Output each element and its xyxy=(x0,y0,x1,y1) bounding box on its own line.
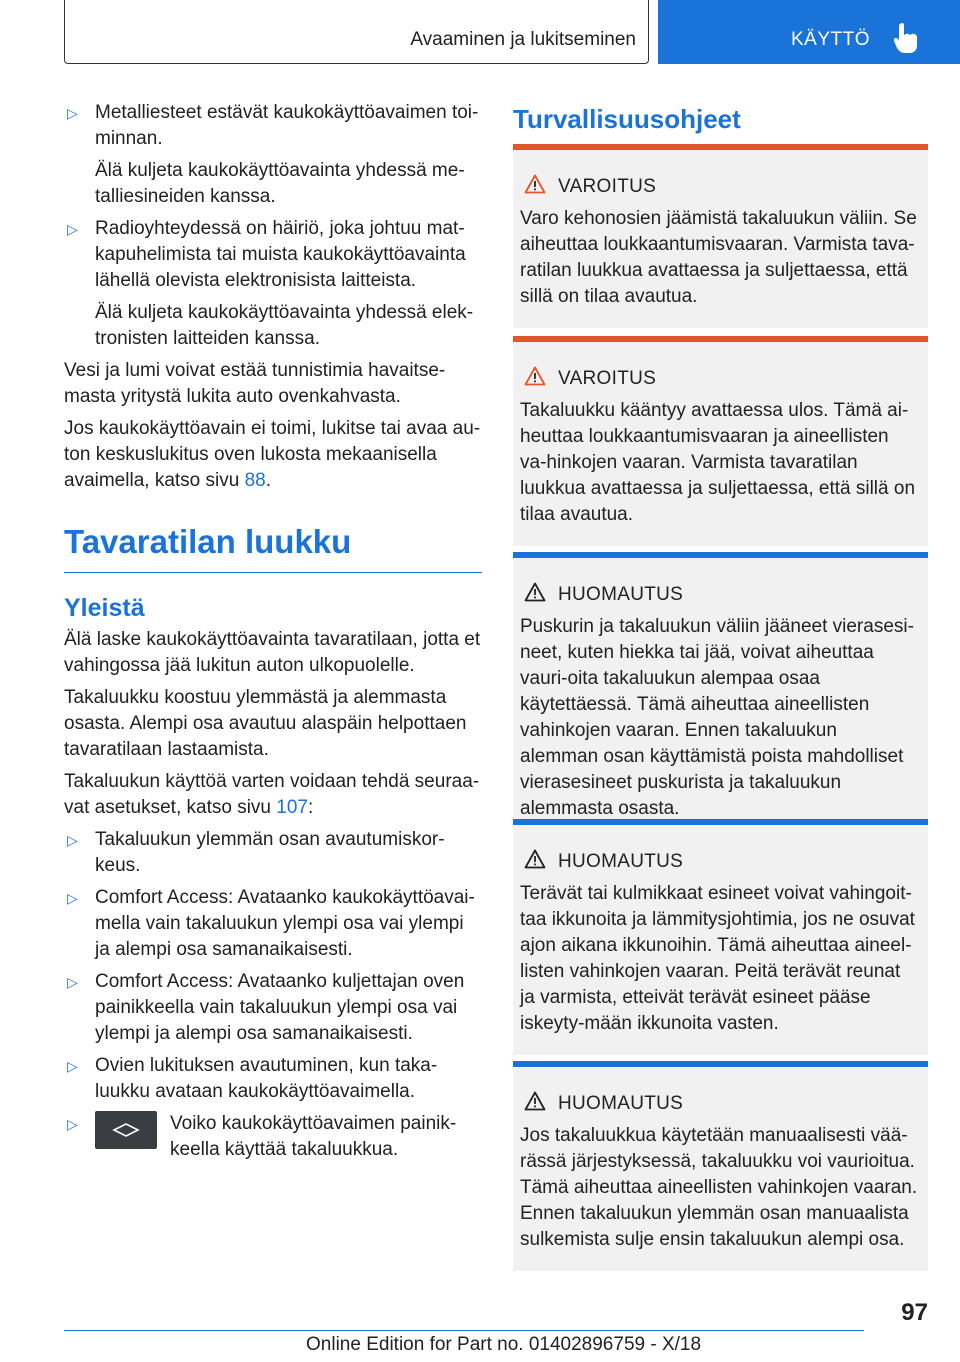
paragraph-text: Jos kaukokäyttöavain ei toimi, lukitse tai avaa au‐ton keskuslukitus oven lukosta mekaanisella avaimella, katso sivu xyxy=(64,418,481,491)
warning-triangle-icon xyxy=(524,366,546,386)
paragraph-end: : xyxy=(307,797,314,818)
subsection-title: Yleistä xyxy=(64,594,145,622)
list-item xyxy=(64,100,482,210)
list-item-subtext: Älä kuljeta kaukokäyttöavainta yhdessä me‐talliesineiden kanssa. xyxy=(95,160,465,207)
bullet-triangle-icon: ▷ xyxy=(67,105,78,121)
bullet-triangle-icon: ▷ xyxy=(67,221,78,237)
list-item xyxy=(64,1053,482,1105)
paragraph: Älä laske kaukokäyttöavainta tavaratilaan, jotta et vahingossa jää lukitun auton ulkopuolelle. xyxy=(64,629,481,676)
notice-body: Varo kehonosien jäämistä takaluukun väliin. Se aiheuttaa loukkaantumisvaaran. Varmista tava‐ratilan luukkua avattaessa ja suljettaessa, että sillä on tilaa avautua. xyxy=(520,208,917,307)
warning-triangle-icon xyxy=(524,849,546,869)
list-item xyxy=(64,885,482,963)
list-item-text: Radioyhteydessä on häiriö, joka johtuu mat‐kapuhelimista tai muista kaukokäyttöavainta lähellä olevista elektronisista laitteista. xyxy=(95,218,466,291)
tailgate-button-icon xyxy=(95,1111,157,1149)
list-item-text: Takaluukun ylemmän osan avautumiskor‐keus. xyxy=(95,829,445,876)
list-item-text: Comfort Access: Avataanko kaukokäyttöavai‐mella vain takaluukun ylempi osa vai ylempi ja alempi osa samanaikaisesti. xyxy=(95,887,475,960)
footer-edition: Online Edition for Part no. 01402896759 - X/18 xyxy=(306,1334,702,1355)
notice-box xyxy=(513,1061,928,1271)
notice-title xyxy=(520,849,920,875)
notice-title-text: HUOMAUTUS xyxy=(558,1093,684,1114)
notice-title-text: HUOMAUTUS xyxy=(558,851,684,872)
paragraph xyxy=(64,416,482,494)
notice-title-text: VAROITUS xyxy=(558,176,657,197)
list-item-text: Metalliesteet estävät kaukokäyttöavaimen toi‐minnan. xyxy=(95,102,479,149)
notice-box xyxy=(513,819,928,1055)
safety-heading: Turvallisuusohjeet xyxy=(513,104,741,134)
header-chapter-tab[interactable] xyxy=(658,0,960,64)
bullet-triangle-icon: ▷ xyxy=(67,832,78,848)
warning-title xyxy=(520,174,920,200)
bullet-triangle-icon: ▷ xyxy=(67,890,78,906)
warning-title xyxy=(520,366,920,392)
warning-box xyxy=(513,144,928,328)
warning-triangle-icon xyxy=(524,1091,546,1111)
diamond-tailgate-icon xyxy=(111,1123,141,1137)
list-item xyxy=(64,1111,482,1163)
list-item-text: Ovien lukituksen avautuminen, kun taka‐luukku avataan kaukokäyttöavaimella. xyxy=(95,1055,438,1102)
list-item xyxy=(64,827,482,879)
paragraph-end: . xyxy=(265,470,271,491)
notice-body: Takaluukku kääntyy avattaessa ulos. Tämä ai‐heuttaa loukkaantumisvaaran ja aineellisten va‐hinkojen vaaran. Varmista tavaratilan luukkua avattaessa ja suljettaessa, että sillä on tilaa avautua. xyxy=(520,400,916,525)
bullet-triangle-icon: ▷ xyxy=(67,1058,78,1074)
pointing-hand-icon xyxy=(894,22,920,54)
list-item-text: Comfort Access: Avataanko kuljettajan oven painikkeella vain takaluukun ylempi osa vai ylempi ja alempi osa samanaikaisesti. xyxy=(95,971,465,1044)
notice-title xyxy=(520,582,920,608)
list-item xyxy=(64,969,482,1047)
paragraph xyxy=(64,769,482,821)
section-title: Tavaratilan luukku xyxy=(64,522,482,573)
header-chapter-label: KÄYTTÖ xyxy=(791,29,871,50)
header-section-box xyxy=(64,0,649,64)
page-link-88[interactable]: 88 xyxy=(244,470,266,491)
paragraph: Vesi ja lumi voivat estää tunnistimia havaitse‐masta yritystä lukita auto ovenkahvasta. xyxy=(64,360,446,407)
bullet-triangle-icon: ▷ xyxy=(67,974,78,990)
notice-title-text: HUOMAUTUS xyxy=(558,584,684,605)
bullet-triangle-icon: ▷ xyxy=(67,1116,78,1132)
warning-triangle-icon xyxy=(524,174,546,194)
paragraph-text: Takaluukun käyttöä varten voidaan tehdä seuraa‐vat asetukset, katso sivu xyxy=(64,771,480,818)
warning-box xyxy=(513,336,928,546)
list-item-subtext: Älä kuljeta kaukokäyttöavainta yhdessä elek‐tronisten laitteiden kanssa. xyxy=(95,302,474,349)
notice-body: Terävät tai kulmikkaat esineet voivat vahingoit‐taa ikkunoita ja lämmitysjohtimia, jos ne osuvat ajon aikana ikkunoihin. Tämä aiheuttaa aineel‐listen vahinkojen vaaran. Peitä terävät reunat ja varmista, etteivät terävät esineet pääse iskeyty‐mään ikkunoita vasten. xyxy=(520,883,915,1034)
list-item-text: Voiko kaukokäyttöavaimen painik‐keella käyttää takaluukkua. xyxy=(170,1113,457,1160)
page-link-107[interactable]: 107 xyxy=(276,797,308,818)
page-number: 97 xyxy=(901,1299,928,1326)
list-item xyxy=(64,216,482,352)
paragraph: Takaluukku koostuu ylemmästä ja alemmasta osasta. Alempi osa avautuu alaspäin helpottaen tavaratilaan lastaamista. xyxy=(64,687,467,760)
notice-body: Puskurin ja takaluukun väliin jääneet vierasesi‐neet, kuten hiekka tai jää, voivat aiheuttaa vauri‐oita takaluukun alempaa osaa käytettäessä. Tämä aiheuttaa aineellisten vahinkojen vaaran. Ennen takaluukun alemman osan käyttämistä poista mahdolliset vierasesineet puskurista ja takaluukun alemmasta osasta. xyxy=(520,616,914,819)
warning-triangle-icon xyxy=(524,582,546,602)
notice-box xyxy=(513,552,928,840)
notice-title xyxy=(520,1091,920,1117)
left-column xyxy=(64,100,482,1169)
footer-divider xyxy=(64,1330,864,1331)
header-section-title: Avaaminen ja lukitseminen xyxy=(410,29,636,50)
notice-title-text: VAROITUS xyxy=(558,368,657,389)
notice-body: Jos takaluukkua käytetään manuaalisesti vää‐rässä järjestyksessä, takaluukku voi vaurioitua. Tämä aiheuttaa aineellisten vahinkojen vaaran. Ennen takaluukun ylemmän osan manuaalista sulkemista sulje ensin takaluukun alempi osa. xyxy=(520,1125,918,1250)
